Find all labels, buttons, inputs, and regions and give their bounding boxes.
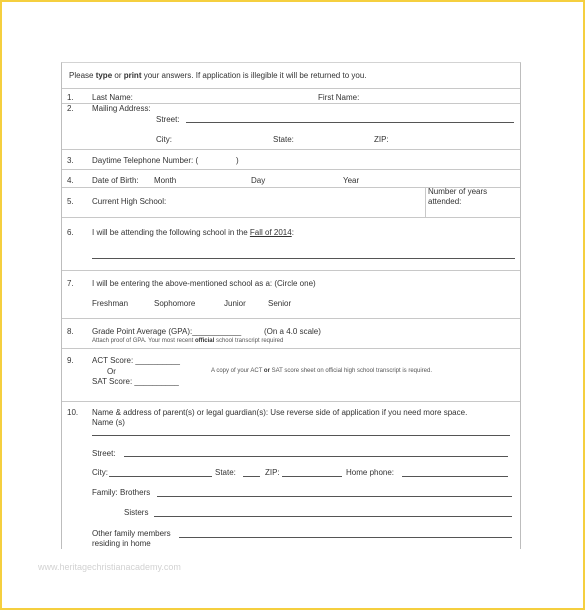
row-divider bbox=[62, 270, 520, 271]
guardian-city-field[interactable] bbox=[109, 476, 212, 477]
guardian-name-label: Name (s) bbox=[92, 418, 125, 427]
row-number: 9. bbox=[67, 356, 74, 365]
guardian-zip-label: ZIP: bbox=[265, 468, 280, 477]
sat-score-label: SAT Score: __________ bbox=[92, 377, 179, 386]
row-divider bbox=[62, 149, 520, 150]
score-note bbox=[211, 368, 432, 374]
instructions-rest: your answers. If application is illegible it will be returned to you. bbox=[141, 71, 367, 80]
row-number: 4. bbox=[67, 176, 74, 185]
residing-label: residing in home bbox=[92, 539, 151, 548]
brothers-label: Family: Brothers bbox=[92, 488, 151, 497]
phone-label: Daytime Telephone Number: ( bbox=[92, 156, 199, 165]
other-family-field[interactable] bbox=[179, 537, 512, 538]
first-name-label: First Name: bbox=[318, 93, 360, 102]
row-divider bbox=[62, 318, 520, 319]
row-number: 3. bbox=[67, 156, 74, 165]
gpa-note-prefix: Attach proof of GPA. Your most recent bbox=[92, 338, 195, 344]
column-divider bbox=[425, 187, 426, 217]
row-number: 10. bbox=[67, 408, 79, 417]
row-number: 8. bbox=[67, 327, 74, 336]
or-label: Or bbox=[107, 367, 116, 376]
street-field[interactable] bbox=[186, 122, 514, 123]
guardian-zip-field[interactable] bbox=[282, 476, 342, 477]
guardian-name-field[interactable] bbox=[92, 435, 510, 436]
row-number: 6. bbox=[67, 228, 74, 237]
gpa-scale: (On a 4.0 scale) bbox=[264, 327, 321, 336]
score-note-prefix: A copy of your ACT bbox=[211, 368, 264, 374]
fall-term: Fall of 2014 bbox=[249, 228, 292, 237]
phone-close-paren: ) bbox=[236, 156, 239, 165]
instructions-type: type bbox=[95, 71, 113, 80]
option-junior[interactable]: Junior bbox=[224, 299, 246, 308]
gpa-note bbox=[92, 338, 283, 344]
year-label: Year bbox=[343, 176, 360, 185]
instructions bbox=[69, 71, 366, 80]
watermark: www.heritagechristianacademy.com bbox=[38, 562, 181, 572]
row-number: 5. bbox=[67, 197, 74, 206]
option-freshman[interactable]: Freshman bbox=[92, 299, 129, 308]
score-note-or: or bbox=[263, 368, 270, 374]
guardian-statement: Name & address of parent(s) or legal guardian(s): Use reverse side of application if you need more space. bbox=[92, 408, 468, 417]
month-label: Month bbox=[154, 176, 177, 185]
gpa-note-suffix: school transcript required bbox=[214, 338, 284, 344]
row-divider bbox=[62, 169, 520, 170]
application-form bbox=[61, 62, 521, 549]
guardian-phone-label: Home phone: bbox=[346, 468, 395, 477]
years-attended-label: Number of years attended: bbox=[428, 187, 488, 206]
row-number: 2. bbox=[67, 104, 74, 113]
current-school-label: Current High School: bbox=[92, 197, 167, 206]
row-divider bbox=[62, 88, 520, 89]
guardian-phone-field[interactable] bbox=[402, 476, 508, 477]
instructions-or: or bbox=[112, 71, 124, 80]
grade-statement: I will be entering the above-mentioned school as a: (Circle one) bbox=[92, 279, 316, 288]
school-statement-colon: : bbox=[291, 228, 294, 237]
row-divider bbox=[62, 401, 520, 402]
option-senior[interactable]: Senior bbox=[268, 299, 292, 308]
sisters-label: Sisters bbox=[124, 508, 149, 517]
state-label: State: bbox=[273, 135, 294, 144]
guardian-state-label: State: bbox=[215, 468, 236, 477]
other-family-label: Other family members bbox=[92, 529, 171, 538]
guardian-street-label: Street: bbox=[92, 449, 116, 458]
guardian-city-label: City: bbox=[92, 468, 108, 477]
school-statement-text: I will be attending the following school in the bbox=[92, 228, 250, 237]
mailing-address-label: Mailing Address: bbox=[92, 104, 151, 113]
zip-label: ZIP: bbox=[374, 135, 389, 144]
street-label: Street: bbox=[156, 115, 180, 124]
instructions-prefix: Please bbox=[69, 71, 96, 80]
day-label: Day bbox=[251, 176, 266, 185]
school-field[interactable] bbox=[92, 258, 515, 259]
city-label: City: bbox=[156, 135, 172, 144]
instructions-print: print bbox=[123, 71, 142, 80]
gpa-note-official: official bbox=[194, 338, 215, 344]
row-number: 1. bbox=[67, 93, 74, 102]
guardian-street-field[interactable] bbox=[124, 456, 508, 457]
gpa-label: Grade Point Average (GPA):___________ bbox=[92, 327, 242, 336]
row-divider bbox=[62, 217, 520, 218]
brothers-field[interactable] bbox=[157, 496, 512, 497]
score-note-suffix: SAT score sheet on official high school transcript is required. bbox=[269, 368, 433, 374]
guardian-state-field[interactable] bbox=[243, 476, 260, 477]
school-statement bbox=[92, 228, 294, 237]
option-sophomore[interactable]: Sophomore bbox=[154, 299, 196, 308]
last-name-label: Last Name: bbox=[92, 93, 133, 102]
sisters-field[interactable] bbox=[154, 516, 512, 517]
dob-label: Date of Birth: bbox=[92, 176, 139, 185]
row-number: 7. bbox=[67, 279, 74, 288]
act-score-label: ACT Score: __________ bbox=[92, 356, 180, 365]
row-divider bbox=[62, 348, 520, 349]
